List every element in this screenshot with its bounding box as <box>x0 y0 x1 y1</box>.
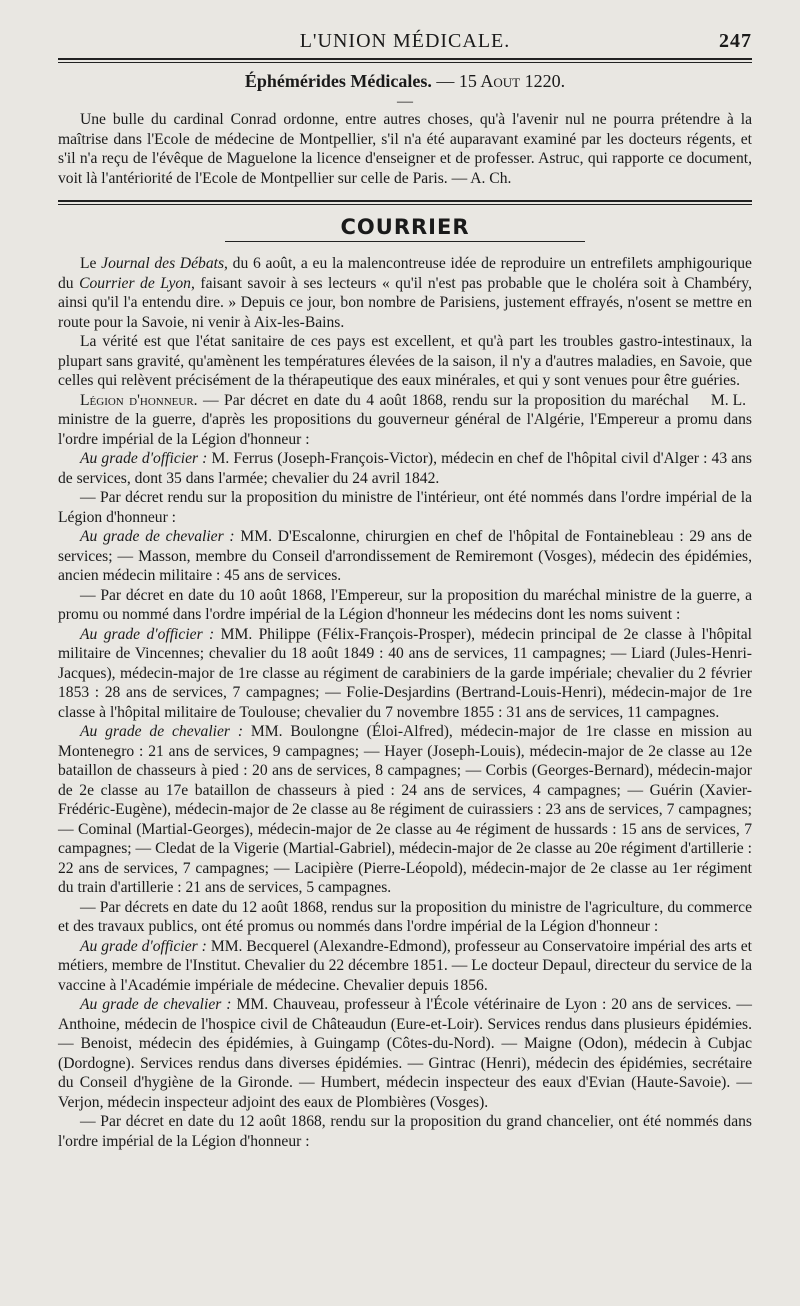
legion-paragraph <box>58 391 752 450</box>
grade-label: Au grade d'officier : <box>80 450 208 467</box>
p11-text: MM. Becquerel (Alexandre-Edmond), professeur au Conservatoire impérial des arts et métiers, membre de l'Institut. Chevalier du 22 décembre 1851. — Le docteur Depaul, directeur du service de la vaccine à l'Académie impériale de médecine. Chevalier depuis 1856. <box>58 937 753 994</box>
ephemerides-title: Éphémérides Médicales. <box>244 71 432 91</box>
p8-text: MM. Philippe (Félix-François-Prosper), médecin principal de 2e classe à l'hôpital militaire de Vincennes; chevalier du 18 août 1849 : 40 ans de services, 11 campagnes; — Liard (Jules-Henri-Jacques), médecin-major de 1re classe au régiment de carabiniers de la garde impériale; chevalier du 2 février 1853 : 28 ans de services, 7 campagnes; — Folie-Desjardins (Bertrand-Louis-Henri), médecin-major de 1re classe à l'hôpital militaire de Toulouse; chevalier du 7 novembre 1855 : 31 ans de services, 11 campagnes. <box>58 625 752 721</box>
chevalier-paragraph-3 <box>58 995 752 1112</box>
ephemerides-separator: — <box>397 93 413 110</box>
p6-text: MM. D'Escalonne, chirurgien en chef de l'hôpital de Fontainebleau : 29 ans de services; — Masson, membre du Conseil d'arrondissement de Remiremont (Vosges), médecin des épidémies, ancien médecin militaire : 45 ans de services. <box>58 528 752 584</box>
ephemerides-date: — 15 Aout 1220. <box>431 71 566 91</box>
decree-interieur-paragraph: — Par décret rendu sur la proposition du ministre de l'intérieur, ont été nommés dans l'ordre impérial de la Légion d'honneur : <box>58 489 752 526</box>
running-head <box>58 30 752 56</box>
ephemerides-heading <box>58 71 752 92</box>
courrier-paragraph-1 <box>58 254 752 332</box>
ephemerides-paragraph: Une bulle du cardinal Conrad ordonne, entre autres choses, qu'à l'avenir nul ne pourra prétendre à la maîtrise dans l'Ecole de médecine de Montpellier, s'il n'a été auparavant examiné par les docteurs régents, et s'il n'a reçu de l'évêque de Maguelone la licence d'enseigner et de professer. Astruc, qui rapporte ce document, voit là l'antériorité de l'Ecole de Montpellier sur celle de Paris. — A. Ch. <box>58 111 752 187</box>
grade-label: Au grade d'officier : <box>80 937 207 955</box>
p1-text-b: , du 6 août, a eu la malencontreuse idée de reproduire un entrefilets amphigourique du <box>58 255 752 292</box>
legion-lead: Légion d'honneur. <box>80 391 198 409</box>
decree-agriculture-paragraph: — Par décrets en date du 12 août 1868, rendus sur la proposition du ministre de l'agriculture, du commerce et des travaux publics, ont été promus ou nommés dans l'ordre impérial de la Légion d'honneur : <box>58 898 752 935</box>
title-underline <box>225 241 585 242</box>
section-rule <box>58 200 752 205</box>
grade-label: Au grade de chevalier : <box>80 723 244 740</box>
p12-text: MM. Chauveau, professeur à l'École vétérinaire de Lyon : 20 ans de services. — Anthoine, médecin de l'hospice civil de Châteaudun (Eure-et-Loir). Services rendus dans plusieurs épidémies. — Benoist, médecin des épidémies, à Guingamp (Côtes-du-Nord). — Maigne (Odon), médecin à Cubjac (Dordogne). Services rendus dans diverses épidémies. — Gintrac (Henri), médecin des épidémies, secrétaire du Conseil d'hygiène de la Gironde. — Humbert, médecin inspecteur des eaux d'Evian (Haute-Savoie). — Verjon, médecin inspecteur adjoint des eaux de Plombières (Vosges). <box>58 996 752 1111</box>
grade-label: Au grade d'officier : <box>80 625 215 643</box>
officier-paragraph-1 <box>58 449 752 488</box>
courrier-title: COURRIER <box>340 215 470 239</box>
chevalier-paragraph-1 <box>58 527 752 586</box>
p1-text-c: , faisant savoir à ses lecteurs « qu'il n'est pas probable que le choléra soit à Chambéry, ainsi qu'il l'a entendu dire. » Depuis ce jour, bon nombre de Parisiens, justement effrayés, n'osent se mettre en route pour la Savoie, ni venir à Aix-les-Bains. <box>58 274 752 331</box>
officier-paragraph-3 <box>58 937 752 996</box>
courrier-de-lyon: Courrier de Lyon <box>79 274 191 292</box>
grade-label: Au grade de chevalier : <box>80 528 235 545</box>
p1-text-a: Le <box>80 255 102 272</box>
chevalier-paragraph-2 <box>58 722 752 898</box>
decree-chancelier-paragraph: — Par décret en date du 12 août 1868, rendu sur la proposition du grand chancelier, ont été nommés dans l'ordre impérial de la Légion d'honneur : <box>58 1113 752 1150</box>
journal-des-debats: Journal des Débats <box>101 255 225 272</box>
page-number: 247 <box>719 30 752 52</box>
decree-guerre-paragraph: — Par décret en date du 10 août 1868, l'Empereur, sur la proposition du maréchal ministre de la guerre, a promu ou nommé dans l'ordre impérial de la Légion d'honneur les médecins dont les noms suivent : <box>58 586 752 623</box>
p3-text: — Par décret en date du 4 août 1868, rendu sur la proposition du maréchal ministre de la guerre, d'après les propositions du gouverneur général de l'Algérie, l'Empereur a promu dans l'ordre impérial de la Légion d'honneur : <box>58 391 752 448</box>
grade-label: Au grade de chevalier : <box>80 996 232 1013</box>
header-rule <box>58 58 752 63</box>
officier-paragraph-2 <box>58 625 752 723</box>
p4-text: M. Ferrus (Joseph-François-Victor), médecin en chef de l'hôpital civil d'Alger : 43 ans de services, dont 35 dans l'armée; chevalier du 24 avril 1842. <box>58 450 752 487</box>
signature: M. L. <box>710 391 746 409</box>
p2-text: La vérité est que l'état sanitaire de ces pays est excellent, et qu'à part les troubles gastro-intestinaux, la plupart sans gravité, qu'amènent les températures élevées de la saison, il n'y a d'autres maladies, en Savoie, que celles qui relèvent précisément de la thérapeutique des eaux minérales, et qui y sont venues pour être guéries. <box>58 333 752 389</box>
journal-title: L'UNION MÉDICALE. <box>299 30 511 52</box>
p9-text: MM. Boulongne (Éloi-Alfred), médecin-major de 1re classe en mission au Montenegro : 21 ans de services, 9 campagnes; — Hayer (Joseph-Louis), médecin-major de 2e classe au 12e bataillon de chasseurs à pied : 20 ans de services, 8 campagnes; — Corbis (Georges-Bernard), médecin-major de 2e classe au 17e bataillon de chasseurs à pied : 24 ans de services, 4 campagnes; — Guérin (Xavier-Frédéric-Eugène), médecin-major de 2e classe au 8e régiment de cuirassiers : 23 ans de services, 7 campagnes; — Cominal (Martial-Georges), médecin-major de 2e classe au 4e régiment de hussards : 15 ans de services, 7 campagnes; — Cledat de la Vigerie (Martial-Gabriel), médecin-major de 2e classe au 20e régiment d'artillerie : 22 ans de services, 7 campagnes; — Lacipière (Pierre-Léopold), médecin-major de 2e classe au 1er régiment du train d'artillerie : 21 ans de services, 5 campagnes. <box>58 723 752 896</box>
